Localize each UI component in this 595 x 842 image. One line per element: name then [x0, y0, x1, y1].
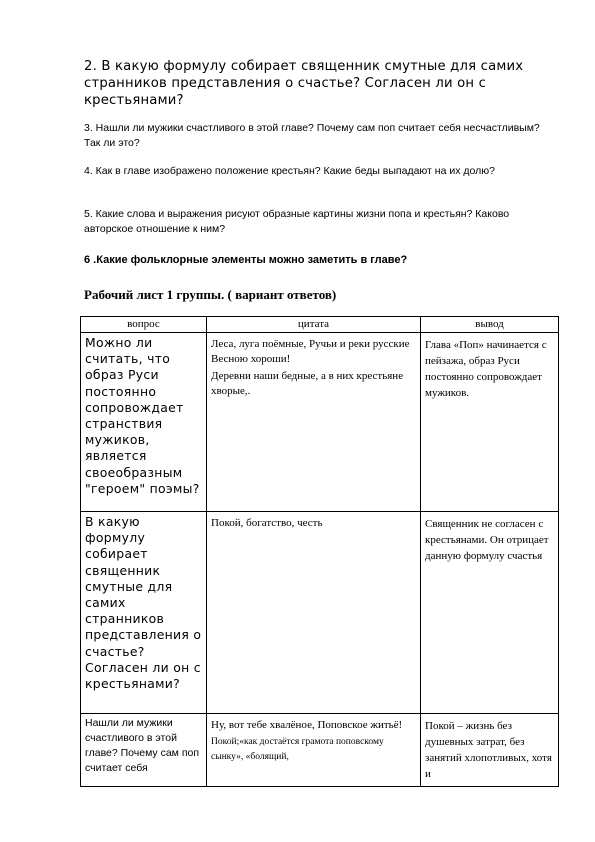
- header-question: вопрос: [81, 317, 207, 333]
- row-citation: [207, 512, 421, 714]
- citation-line: Покой, богатство, честь: [211, 517, 323, 529]
- table-header-row: [81, 317, 559, 333]
- worksheet-table: [80, 316, 559, 787]
- row-conclusion: Глава «Поп» начинается с пейзажа, образ Руси постоянно сопровождает мужиков.: [421, 333, 559, 512]
- row-conclusion: Священник не согласен с крестьянами. Он отрицает данную формулу счастья: [421, 512, 559, 714]
- question-3: 3. Нашли ли мужики счастливого в этой главе? Почему сам поп считает себя несчастливым? Так ли это?: [84, 122, 540, 149]
- table-row: [81, 512, 559, 714]
- question-5: 5. Какие слова и выражения рисуют образные картины жизни попа и крестьян? Каково авторское отношение к ним?: [84, 208, 510, 235]
- row-question: В какую формулу собирает священник смутные для самих странников представления о счастье? Согласен ли он с крестьянами?: [81, 512, 207, 714]
- row-conclusion: Покой – жизнь без душевных затрат, без занятий хлопотливых, хотя и: [421, 714, 559, 787]
- row-citation: [207, 333, 421, 512]
- table-row: [81, 714, 559, 787]
- question-2: 2. В какую формулу собирает священник смутные для самих странников представления о счастье? Согласен ли он с крестьянами?: [84, 59, 524, 108]
- row-citation: [207, 714, 421, 787]
- citation-line: Леса, луга поёмные, Ручьи и реки русские Весною хороши!: [211, 338, 410, 365]
- citation-line: Покой;«как достаётся грамота поповскому сынку», «болящий,: [211, 737, 384, 762]
- row-question: Можно ли считать, что образ Руси постоянно сопровождает странствия мужиков, является своеобразным "героем" поэмы?: [81, 333, 207, 512]
- citation-line: Деревни наши бедные, а в них крестьяне хворые,.: [211, 370, 404, 397]
- header-citation: цитата: [207, 317, 421, 333]
- worksheet-title: Рабочий лист 1 группы. ( вариант ответов): [84, 287, 337, 302]
- citation-line: Ну, вот тебе хвалёное, Поповское житьё!: [211, 719, 403, 731]
- question-4: 4. Как в главе изображено положение крестьян? Какие беды выпадают на их долю?: [84, 165, 495, 177]
- row-question: Нашли ли мужики счастливого в этой главе? Почему сам поп считает себя: [81, 714, 207, 787]
- header-conclusion: вывод: [421, 317, 559, 333]
- table-row: [81, 333, 559, 512]
- question-6: 6 .Какие фольклорные элементы можно заметить в главе?: [84, 254, 408, 266]
